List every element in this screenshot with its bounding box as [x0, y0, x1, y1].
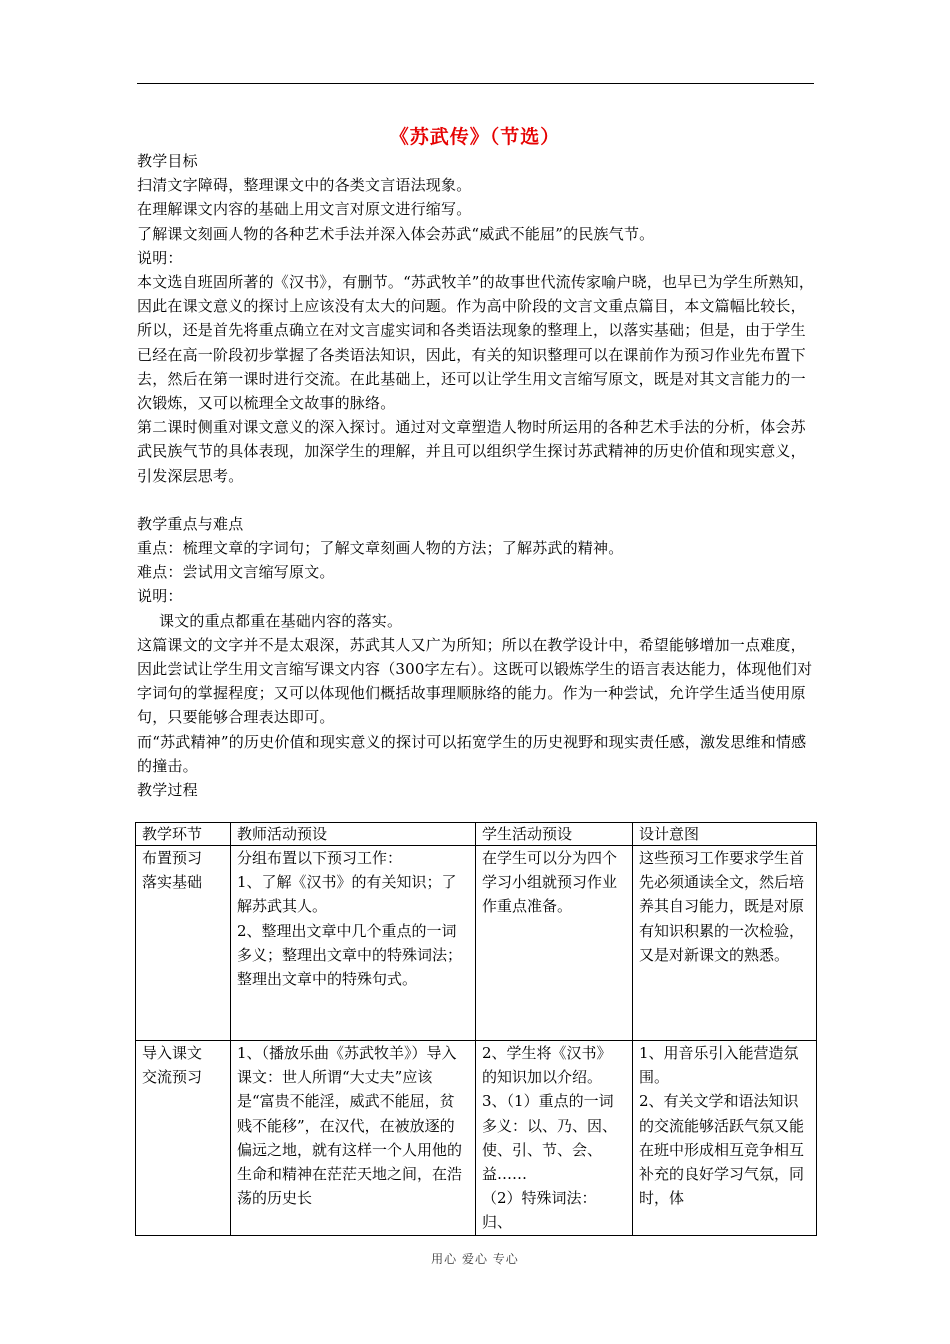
column-header-student: 学生活动预设	[476, 823, 633, 846]
key-points-note-paragraph-2: 这篇课文的文字并不是太艰深，苏武其人又广为所知；所以在教学设计中，希望能够增加一点难度，因此尝试让学生用文言缩写课文内容（300字左右）。这既可以锻炼学生的语言表达能力，体现他们对字词句的掌握程度；又可以体现他们概括故事理顺脉络的能力。作为一种尝试，允许学生适当使用原句，只要能够合理表达即可。	[137, 635, 813, 727]
objectives-note-paragraph-1: 本文选自班固所著的《汉书》，有删节。“苏武牧羊”的故事世代流传家喻户晓，也早已为学生所熟知，因此在课文意义的探讨上应该没有太大的问题。作为高中阶段的文言文重点篇目，本文篇幅比较长，所以，还是首先将重点确立在对文言虚实词和各类语法现象的整理上，以落实基础；但是，由于学生已经在高一阶段初步掌握了各类语法知识，因此，有关的知识整理可以在课前作为预习作业先布置下去，然后在第一课时进行交流。在此基础上，还可以让学生用文言缩写原文，既是对其文言能力的一次锻炼，又可以梳理全文故事的脉络。	[137, 273, 815, 413]
key-points-note-paragraph-3: 而“苏武精神”的历史价值和现实意义的探讨可以拓宽学生的历史视野和现实责任感，激发思维和情感的撞击。	[137, 732, 807, 775]
design-intent-cell: 1、用音乐引入能营造氛围。 2、有关文学和语法知识的交流能够活跃气氛又能在班中形成相互竞争相互补充的良好学习气氛，同时，体	[633, 1041, 817, 1236]
objectives-note-label: 说明：	[137, 248, 183, 267]
stage-cell	[136, 1041, 231, 1236]
header-rule	[137, 83, 814, 84]
objective-item-3: 了解课文刻画人物的各种艺术手法并深入体会苏武“威武不能屈”的民族气节。	[137, 224, 655, 243]
design-intent-cell: 这些预习工作要求学生首先必须通读全文，然后培养其自习能力，既是对原有知识积累的一次检验，又是对新课文的熟悉。	[633, 846, 817, 1041]
teaching-process-table	[135, 822, 817, 1236]
process-heading: 教学过程	[137, 781, 198, 800]
table-row	[136, 1041, 817, 1236]
stage-cell	[136, 846, 231, 1041]
teacher-activity-cell: 1、（播放乐曲《苏武牧羊》）导入课文：世人所谓“大丈夫”应该是“富贵不能淫，威武不能屈，贫贱不能移”，在汉代，在被放逐的偏远之地，就有这样一个人用他的生命和精神在茫茫天地之间，在浩荡的历史长	[231, 1041, 476, 1236]
stage-line: 导入课文	[142, 1044, 203, 1062]
key-points-note-label: 说明：	[137, 587, 183, 606]
key-points-focus: 重点：梳理文章的字词句；了解文章刻画人物的方法；了解苏武的精神。	[137, 539, 624, 558]
key-points-note-paragraph-1: 课文的重点都重在基础内容的落实。	[159, 611, 403, 630]
objectives-heading: 教学目标	[137, 152, 198, 170]
student-activity-cell: 2、学生将《汉书》的知识加以介绍。 3、（1）重点的一词多义：以、乃、因、使、引、节、会、益…… （2）特殊词法：归、	[476, 1041, 633, 1236]
objective-item-2: 在理解课文内容的基础上用文言对原文进行缩写。	[137, 200, 472, 219]
page-footer: 用心 爱心 专心	[431, 1252, 519, 1266]
table-row	[136, 846, 817, 1041]
table-header-row	[136, 823, 817, 846]
stage-line: 交流预习	[142, 1068, 203, 1087]
student-activity-cell: 在学生可以分为四个学习小组就预习作业作重点准备。	[476, 846, 633, 1041]
column-header-intent: 设计意图	[633, 823, 817, 846]
page-title: 《苏武传》（节选）	[389, 126, 561, 148]
stage-line: 落实基础	[142, 873, 203, 892]
teacher-activity-cell: 分组布置以下预习工作： 1、了解《汉书》的有关知识；了解苏武其人。 2、整理出文章中几个重点的一词多义；整理出文章中的特殊词法；整理出文章中的特殊句式。	[231, 846, 476, 1041]
key-points-heading: 教学重点与难点	[137, 514, 244, 533]
column-header-stage: 教学环节	[136, 823, 231, 846]
objectives-note-paragraph-2: 第二课时侧重对课文意义的深入探讨。通过对文章塑造人物时所运用的各种艺术手法的分析，体会苏武民族气节的具体表现，加深学生的理解，并且可以组织学生探讨苏武精神的历史价值和现实意义，引发深层思考。	[137, 418, 806, 485]
column-header-teacher: 教师活动预设	[231, 823, 476, 846]
key-points-difficulty: 难点：尝试用文言缩写原文。	[137, 563, 335, 582]
spacer	[137, 488, 817, 512]
objective-item-1: 扫清文字障碍，整理课文中的各类文言语法现象。	[137, 176, 472, 195]
document-body	[137, 149, 817, 802]
stage-line: 布置预习	[142, 849, 203, 867]
